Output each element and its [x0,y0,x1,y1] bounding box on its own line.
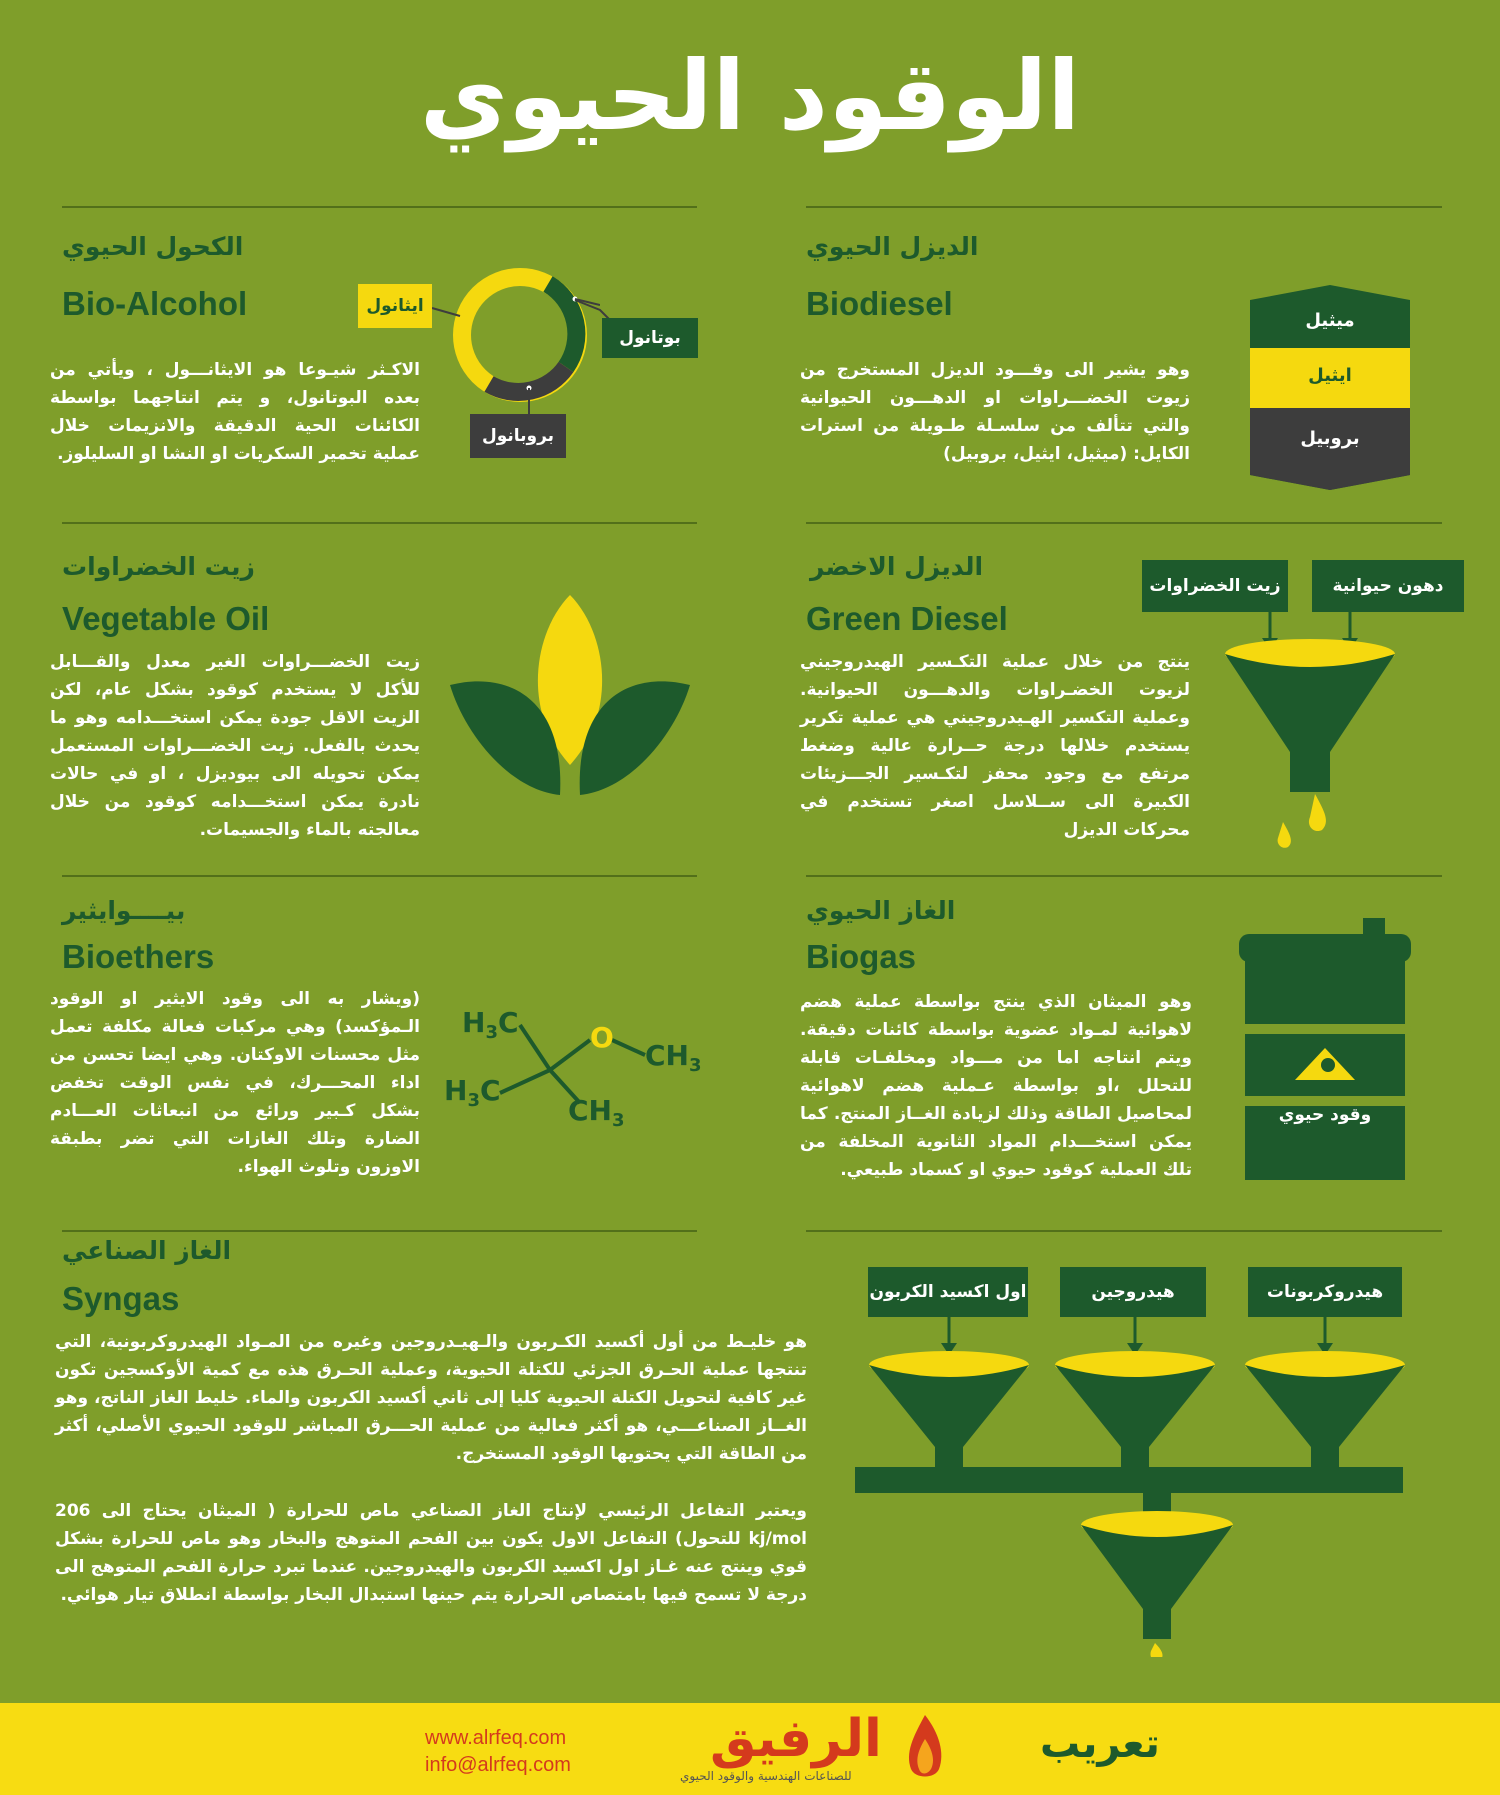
mol-h-top: H [462,1006,486,1039]
biodiesel-body: وهو يشير الى وقـــود الديزل المستخرج من زيوت الخضـــراوات او الدهـــون الحيوانية والتي تتألف من سلسـلة طـويلة من استرات الكايل: (ميثيل، ايثيل، بروبيل) [800,360,1190,464]
brand-tagline: للصناعات الهندسية والوقود الحيوي [680,1769,852,1783]
email-link[interactable]: info@alrfeq.com [425,1754,571,1776]
bioalcohol-body: الاكـثر شيـوعا هو الايثانـــول ، ويأتي من بعده البوتانول، و يتم انتاجهما بواسطة الكائنات الحية الدقيقة والانزيمات خلال عملية تخمير السكريات او النشا او السليلوز. [50,360,420,464]
svg-text:H3C [444,1074,501,1111]
syngas-ar-heading: الغاز الصناعي [62,1236,232,1265]
svg-text:H3C [462,1006,519,1043]
butanol-tag: بوتانول [602,318,698,358]
divider [62,522,697,524]
website-link[interactable]: www.alrfeq.com [425,1727,567,1749]
mol-three-bottom: 3 [611,1110,625,1131]
divider [62,875,697,877]
page-title: الوقود الحيوي [419,40,1081,152]
biogas-body: وهو الميثان الذي ينتج بواسطة عملية هضم لاهوائية لمـواد عضوية بواسطة كائنات دقيقة. ويتم انتاجه اما من مـــواد ومخلفـات قابلة للتحلل ،او بواسطة عـملية هضم لاهوائية لمحاصيل الطاقة وذلك لزيادة الغــاز المنتج. كما يمكن استخـــدام المواد الثانوية المخلفة من تلك العملية كوقود حيوي او كسماد طبيعي. [800,992,1192,1180]
syngas-en-heading: Syngas [62,1280,180,1317]
biodiesel-ar-heading: الديزل الحيوي [806,232,979,261]
syngas-body-1: هو خليـط من أول أكسيد الكـربون والـهيـدروجين وغيره من المـواد الهيدروكربونية، التي تنتجها عملية الحـرق الجزئي للكتلة الحيوية، وعملية الحـرق هذه مع كمية الأوكسجين تكون غير كافية لتحويل الكتلة الحيوية كليا إلى ثاني أكسيد الكربون والماء. خليط الغاز الناتج، وهو الغــاز الصناعـــي، هو أكثر فعالية من عملية الحـــرق المباشر للوقود الحيوي الأصلي، أكثر من الطاقة التي يحتويها الوقود المستخرج. [55,1332,807,1464]
footer-bar [0,1703,1500,1795]
mol-ch3-right: CH [645,1039,689,1072]
greendiesel-en-heading: Green Diesel [806,600,1008,637]
donut-connectors [430,290,630,430]
mol-three-top: 3 [485,1022,498,1043]
greendiesel-ar-heading: الديزل الاخضر [810,552,984,581]
syngas-funnels-diagram [855,1317,1415,1657]
divider [806,206,1442,208]
mol-oxygen: O [590,1021,614,1054]
divider [806,875,1442,877]
vegoil-en-heading: Vegetable Oil [62,600,270,637]
svg-text:CH3 [645,1039,702,1076]
divider [62,1230,697,1232]
divider [62,206,697,208]
bioalcohol-ar-heading: الكحول الحيوي [62,232,244,261]
mol-c-left: C [479,1074,501,1107]
vegoil-body: زيت الخضـــراوات الغير معدل والقـــابل للأكل لا يستخدم كوقود بشكل عام، لكن الزيت الاقل جودة يمكن استخـــدامه وهو ما يحدث بالفعل. زيت الخضـــراوات المستعمل يمكن تحويله الى بيوديزل ، او في حالات نادرة يمكن استخـــدامه كوقود من خلال معالجته بالماء والجسيمات. [50,652,420,840]
vegoil-ar-heading: زيت الخضراوات [62,552,255,581]
propanol-tag: بروبانول [470,414,566,458]
funnel-icon [1220,612,1400,862]
corn-icon [450,590,690,810]
greendiesel-body: ينتج من خلال عملية التكـسير الهيدروجيني لزيوت الخضـراوات والدهـــون الحيوانية. وعملية التكسير الهـيدروجيني هي عملية تكرير يستخدم خلالها درجة حــرارة عالية وضغط مرتفع مع وجود محفز لتكـسير الجـــزيئات الكبيرة الى ســلاسل اصغر تستخدم في محركات الديزل [800,652,1190,840]
mol-ch3-bottom: CH [568,1094,612,1127]
svg-text:CH3 [568,1094,625,1131]
biogas-en-heading: Biogas [806,938,917,975]
flame-icon [905,1713,945,1785]
brand-logo: الرفيق [710,1709,882,1769]
translation-credit: تعريب [1040,1721,1160,1767]
bioethers-en-heading: Bioethers [62,938,215,975]
ethanol-tag: ايثانول [358,284,432,328]
mol-three-right: 3 [688,1055,702,1076]
biodiesel-en-heading: Biodiesel [806,285,953,322]
mol-h-left: H [444,1074,468,1107]
divider [806,522,1442,524]
bioalcohol-en-heading: Bio-Alcohol [62,285,248,322]
bioethers-body: (ويشار به الى وقود الايثير او الوقود الـمؤكسد) وهي مركبات فعالة مكلفة تعمل مثل محسنات الاوكتان. وهي ايضا تحسن من اداء المحـــرك، في نفس الوقت تخفض بشكل كـبير ورائع من انبعاثات العـــادم الضارة وتلك الغازات التي تضر بطبقة الاوزون وتلوث الهواء. [50,989,420,1177]
mol-three-left: 3 [467,1090,480,1111]
barrel-icon [1235,918,1415,1180]
ether-molecule-diagram [440,995,720,1135]
veg-oil-tag: زيت الخضراوات [1142,560,1288,612]
hydrogen-tag: هيدروجين [1060,1267,1206,1317]
barrel-label: وقود حيوي [1278,1105,1372,1125]
bioethers-ar-heading: بيــــوايثير [62,896,186,925]
divider [806,1230,1442,1232]
biogas-ar-heading: الغاز الحيوي [806,896,956,925]
hex-methyl: ميثيل [1305,309,1355,331]
animal-fat-tag: دهون حيوانية [1312,560,1464,612]
hex-ethyl: ايثيل [1308,364,1352,386]
syngas-body-2: ويعتبر التفاعل الرئيسي لإنتاج الغاز الصناعي ماص للحرارة ( الميثان يحتاج الى 206 kj/mol للتحول) التفاعل الاول يكون بين الفحم المتوهج والبخار وهو ماص للحرارة بشكل قوي وينتج عنه غـاز اول اكسيد الكربون والهيدروجين. عندما تبرد حرارة الفحم المتوهج الى درجة لا تسمح فيها بامتصاص الحرارة يتم حينها استبدال البخار بواسطة انطلاق تيار هوائي. [55,1501,807,1605]
hex-propyl: بروبيل [1300,427,1360,449]
hydrocarbons-tag: هيدروكربونات [1248,1267,1402,1317]
mol-c-top: C [497,1006,519,1039]
co-tag: اول اكسيد الكربون [868,1267,1028,1317]
